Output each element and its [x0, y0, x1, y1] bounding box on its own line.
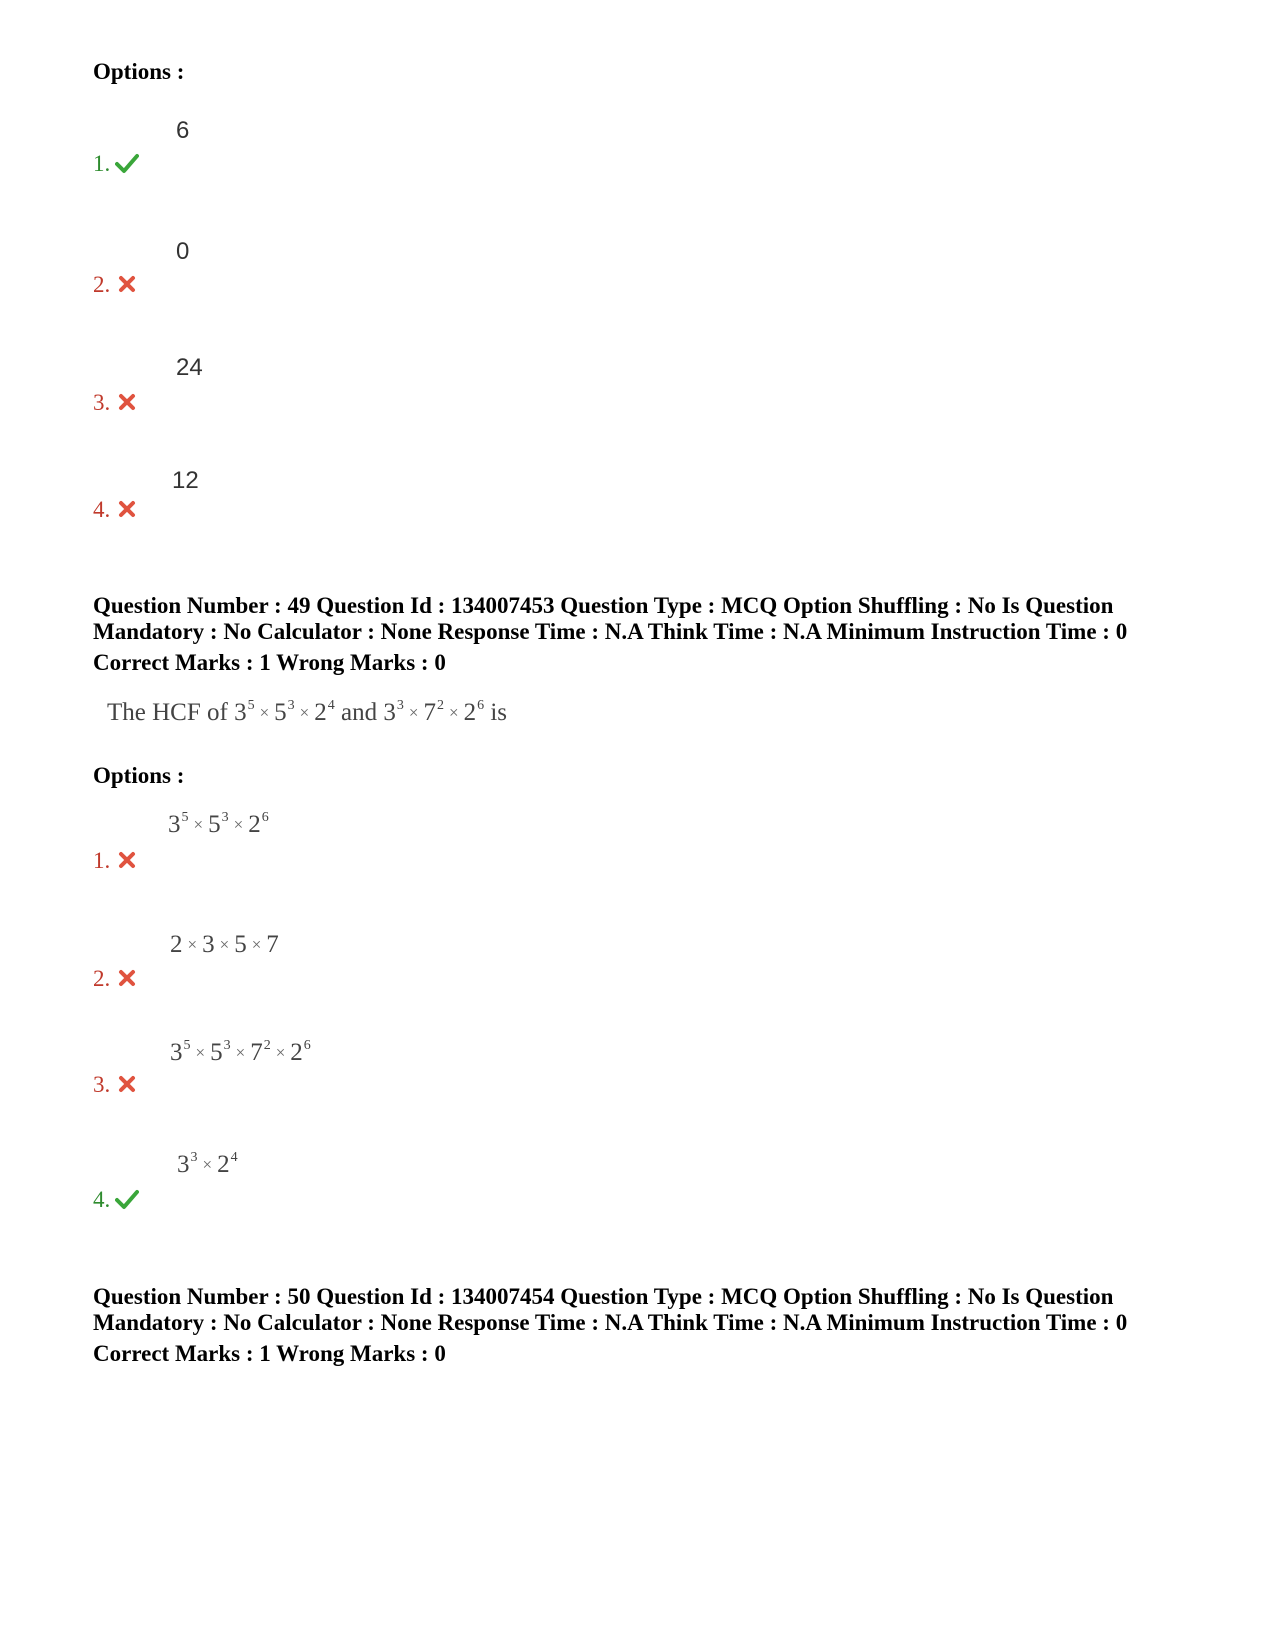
- exponent: 3: [396, 698, 404, 713]
- q49-option-3: [93, 1072, 139, 1098]
- q48-option-3: [93, 390, 139, 416]
- q50-meta-line-1: Question Number : 50 Question Id : 134007454 Question Type : MCQ Option Shuffling : No Is Question: [93, 1284, 1114, 1309]
- q49-option-2: [93, 966, 139, 992]
- exponent: 2: [436, 698, 444, 713]
- q49-meta-line-2: Mandatory : No Calculator : None Response Time : N.A Think Time : N.A Minimum Instruction Time : 0: [93, 619, 1128, 644]
- power-term: [170, 1039, 191, 1066]
- exponent: 6: [477, 698, 485, 713]
- cross-icon: [115, 849, 139, 871]
- exponent: 3: [223, 1038, 231, 1053]
- power-term: [314, 699, 335, 726]
- base: 5: [274, 699, 287, 726]
- q48-option-1-value: 6: [176, 117, 190, 144]
- exponent: 3: [221, 810, 229, 825]
- base: 2: [463, 699, 477, 726]
- q49-option-4-number: 4.: [93, 1187, 111, 1212]
- base: 3: [202, 931, 215, 958]
- cross-icon: [115, 273, 139, 295]
- base: 3: [168, 811, 181, 838]
- exponent: 6: [261, 810, 269, 825]
- power-term: [250, 1039, 271, 1066]
- base: 5: [234, 931, 247, 958]
- base: 3: [170, 1039, 183, 1066]
- times-sign: ×: [233, 815, 244, 834]
- times-sign: ×: [187, 935, 198, 954]
- base: 7: [423, 699, 436, 726]
- q49-question-and: and: [341, 699, 378, 726]
- power-term: [464, 699, 485, 726]
- base: 3: [383, 699, 396, 726]
- power-term: [170, 931, 183, 958]
- exponent: 3: [190, 1150, 198, 1165]
- q49-question-suffix: is: [490, 699, 507, 726]
- q49-option-3-number: 3.: [93, 1072, 111, 1097]
- q49-meta-line-1: Question Number : 49 Question Id : 134007453 Question Type : MCQ Option Shuffling : No Is Question: [93, 593, 1114, 618]
- q48-option-1-number: 1.: [93, 151, 111, 176]
- q49-option-1-number: 1.: [93, 848, 111, 873]
- times-sign: ×: [408, 703, 419, 722]
- times-sign: ×: [219, 935, 230, 954]
- options-label-q48: Options :: [93, 59, 185, 84]
- check-icon: [115, 152, 139, 174]
- q48-option-4-value: 12: [172, 467, 199, 494]
- base: 7: [266, 931, 279, 958]
- power-term: [234, 931, 247, 958]
- cross-icon: [115, 967, 139, 989]
- power-term: [290, 1039, 311, 1066]
- base: 5: [208, 811, 221, 838]
- times-sign: ×: [235, 1043, 246, 1062]
- q49-question-expression-1: [234, 699, 335, 726]
- power-term: [217, 1151, 238, 1178]
- q49-option-4-expression: [177, 1150, 238, 1180]
- power-term: [210, 1039, 231, 1066]
- power-term: [423, 699, 444, 726]
- check-icon: [115, 1188, 139, 1210]
- times-sign: ×: [259, 703, 270, 722]
- times-sign: ×: [251, 935, 262, 954]
- base: 5: [210, 1039, 223, 1066]
- power-term: [383, 699, 404, 726]
- q49-meta-line-3: Correct Marks : 1 Wrong Marks : 0: [93, 650, 446, 675]
- base: 3: [234, 699, 247, 726]
- q48-option-4: [93, 497, 139, 523]
- q49-option-2-expression: [170, 930, 279, 960]
- base: 7: [250, 1039, 263, 1066]
- power-term: [168, 811, 189, 838]
- q48-option-3-number: 3.: [93, 390, 111, 415]
- q49-option-1: [93, 848, 139, 874]
- q49-option-3-expression: [170, 1038, 311, 1068]
- times-sign: ×: [299, 703, 310, 722]
- base: 2: [170, 931, 183, 958]
- q48-option-3-value: 24: [176, 354, 203, 381]
- q49-question-expression-2: [383, 699, 484, 726]
- base: 2: [248, 811, 261, 838]
- cross-icon: [115, 498, 139, 520]
- exponent: 5: [247, 698, 255, 713]
- exponent: 5: [183, 1038, 191, 1053]
- q50-meta-line-3: Correct Marks : 1 Wrong Marks : 0: [93, 1341, 446, 1366]
- base: 2: [217, 1151, 230, 1178]
- cross-icon: [115, 1073, 139, 1095]
- q49-question-prefix: The HCF of: [107, 699, 228, 726]
- power-term: [248, 811, 269, 838]
- q49-option-4: [93, 1187, 139, 1213]
- power-term: [177, 1151, 198, 1178]
- q48-option-1: [93, 151, 139, 177]
- q48-option-4-number: 4.: [93, 497, 111, 522]
- q48-option-2-number: 2.: [93, 272, 111, 297]
- power-term: [266, 931, 279, 958]
- power-term: [208, 811, 229, 838]
- power-term: [274, 699, 295, 726]
- exponent: 5: [181, 810, 189, 825]
- times-sign: ×: [193, 815, 204, 834]
- times-sign: ×: [275, 1043, 286, 1062]
- power-term: [234, 699, 255, 726]
- exponent: 4: [327, 698, 335, 713]
- q48-option-2: [93, 272, 139, 298]
- q49-option-1-expression: [168, 810, 269, 840]
- power-term: [202, 931, 215, 958]
- times-sign: ×: [202, 1155, 213, 1174]
- base: 3: [177, 1151, 190, 1178]
- exponent: 3: [287, 698, 295, 713]
- cross-icon: [115, 391, 139, 413]
- q50-meta-line-2: Mandatory : No Calculator : None Response Time : N.A Think Time : N.A Minimum Instruction Time : 0: [93, 1310, 1128, 1335]
- exponent: 2: [263, 1038, 271, 1053]
- times-sign: ×: [448, 703, 459, 722]
- exponent: 4: [230, 1150, 238, 1165]
- q49-option-2-number: 2.: [93, 966, 111, 991]
- options-label-q49: Options :: [93, 763, 185, 788]
- base: 2: [290, 1039, 303, 1066]
- times-sign: ×: [195, 1043, 206, 1062]
- base: 2: [314, 699, 327, 726]
- exponent: 6: [303, 1038, 311, 1053]
- q49-question-text: [107, 698, 507, 728]
- q48-option-2-value: 0: [176, 238, 190, 265]
